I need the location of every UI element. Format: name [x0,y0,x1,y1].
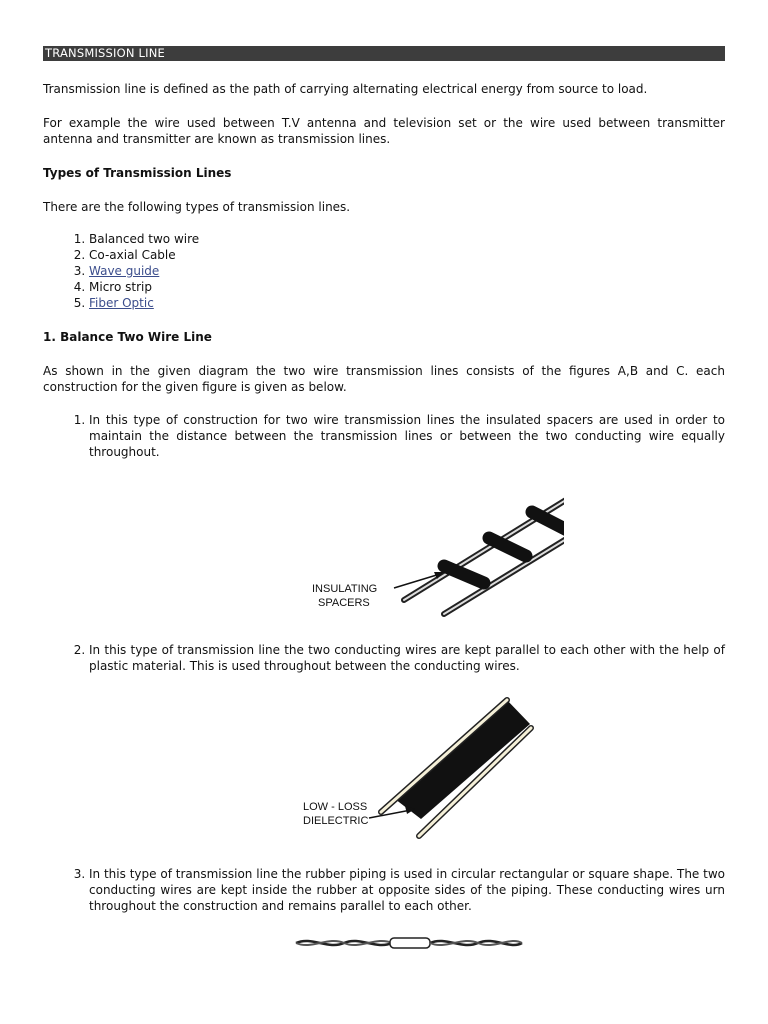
types-list [43,231,725,311]
list-item [89,263,725,279]
figure2-label-line2: DIELECTRIC [303,815,369,827]
figure1-label-line2: SPACERS [318,597,370,609]
example-paragraph: For example the wire used between T.V antenna and television set or the wire used between transmitter antenna and transmitter are known as transmission lines. [43,116,725,146]
rubber-piping-figure [292,932,526,954]
types-heading: Types of Transmission Lines [43,166,232,180]
construction-text: In this type of construction for two wire transmission lines the insulated spacers are used in order to maintain the distance between the transmission lines or between the two conducting wire equally throughout. [89,413,725,459]
document-page [43,46,725,954]
list-item [89,231,725,247]
construction-item [89,866,725,954]
section1-intro: As shown in the given diagram the two wire transmission lines consists of the figures A,B and C. each construction for the given figure is given as below. [43,364,725,394]
construction-list [43,412,725,954]
list-item [89,295,725,311]
list-item [89,247,725,263]
type-label: Co-axial Cable [89,248,176,262]
wave-guide-link[interactable]: Wave guide [89,264,160,278]
insulating-spacers-figure [264,480,564,620]
construction-text: In this type of transmission line the two conducting wires are kept parallel to each other with the help of plastic material. This is used throughout between the conducting wires. [89,643,725,673]
figure2-label-line1: LOW - LOSS [303,801,368,813]
construction-item [89,642,725,844]
low-loss-dielectric-figure [275,694,555,844]
list-item [89,279,725,295]
section1-heading: 1. Balance Two Wire Line [43,330,212,344]
types-intro: There are the following types of transmission lines. [43,200,351,214]
type-label: Balanced two wire [89,232,200,246]
fiber-optic-link[interactable]: Fiber Optic [89,296,154,310]
page-title: TRANSMISSION LINE [43,46,725,61]
construction-item [89,412,725,620]
intro-paragraph: Transmission line is defined as the path of carrying alternating electrical energy from source to load. [43,82,648,96]
construction-text: In this type of transmission line the rubber piping is used in circular rectangular or square shape. The two conducting wires are kept inside the rubber at opposite sides of the piping. These conducting wires urn throughout the construction and remains parallel to each other. [89,867,725,913]
figure1-label-line1: INSULATING [312,583,378,595]
type-label: Micro strip [89,280,152,294]
